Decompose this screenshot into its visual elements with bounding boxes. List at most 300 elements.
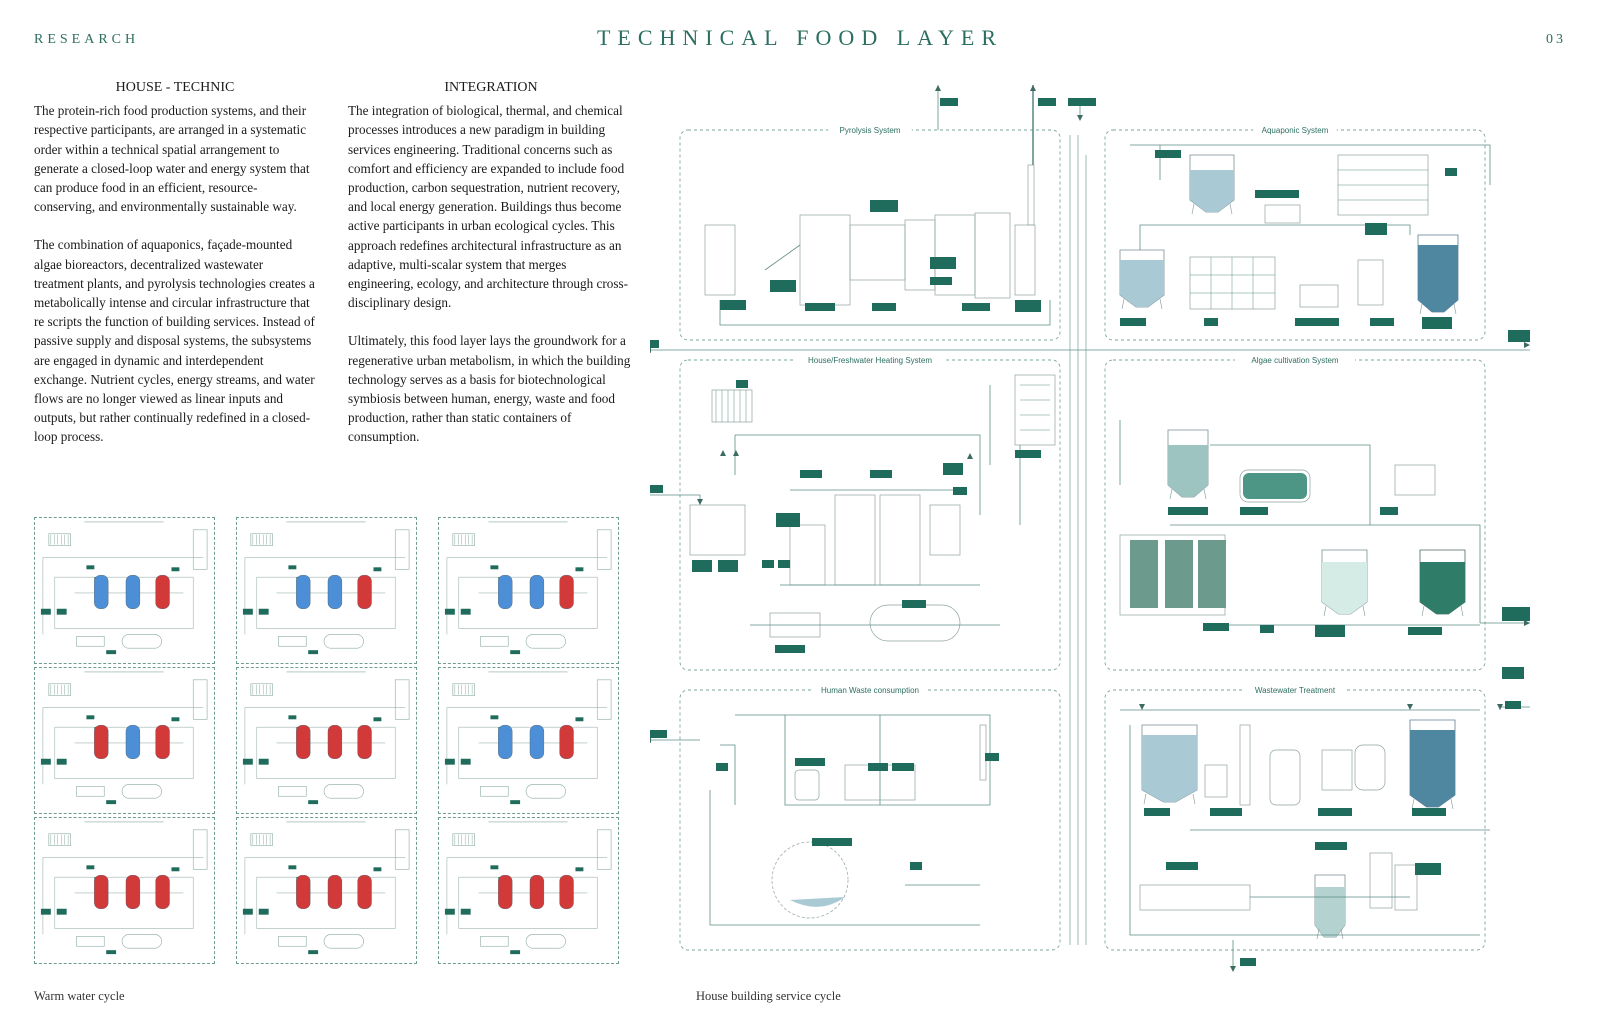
label-tag xyxy=(1203,623,1229,631)
label-tag xyxy=(308,800,318,804)
label-tag xyxy=(1015,300,1041,312)
label-tag xyxy=(650,730,667,738)
tank-fill xyxy=(1190,170,1234,212)
buffer-tank-outline xyxy=(526,634,566,648)
page-number: 03 xyxy=(1546,32,1566,47)
equipment-outline xyxy=(1322,750,1352,790)
thumbnail-schematic xyxy=(35,818,214,963)
equipment-outline xyxy=(795,770,819,800)
equipment-outline xyxy=(870,605,960,641)
pipe-line xyxy=(710,790,980,925)
warm-water-cycle-thumbnail xyxy=(236,667,417,814)
label-tag xyxy=(575,567,583,571)
thumbnail-schematic xyxy=(237,668,416,813)
heat-exchanger-outline xyxy=(279,936,307,946)
system-boundary xyxy=(680,690,1060,950)
process-tank xyxy=(1190,155,1234,214)
tank-leg xyxy=(1412,799,1414,809)
equipment-outline xyxy=(800,215,850,305)
label-tag xyxy=(171,567,179,571)
equipment-outline xyxy=(690,505,745,555)
house-technic-paragraph-2: The combination of aquaponics, façade-mounted algae bioreactors, decentralized wastewater treatment plants, and pyrolysis technologies creates a metabolically intense and circular infrastructure that re scripts the function of building services. Instead of passive supply and disposal systems, the subsystems are engaged in dynamic and interdependent exchange. Nutrient cycles, energy streams, and water flows are no longer viewed as linear inputs and outputs, but rather continually redefined in a closed-loop process. xyxy=(34,237,315,445)
flow-arrow xyxy=(733,450,739,456)
label-tag xyxy=(718,560,738,572)
coil-outline xyxy=(395,830,409,869)
equipment-outline xyxy=(1015,375,1055,445)
label-tag xyxy=(373,717,381,721)
warm-water-cycle-thumbnail xyxy=(438,667,619,814)
equipment-outline xyxy=(850,225,905,280)
label-tag xyxy=(805,303,835,311)
label-tag xyxy=(1015,450,1041,458)
photobioreactor-fill xyxy=(1243,473,1307,499)
label-tag xyxy=(461,609,471,615)
label-tag xyxy=(1168,507,1208,515)
storage-tank-red xyxy=(560,875,574,909)
label-tag xyxy=(962,303,990,311)
process-tank xyxy=(1142,725,1197,804)
integration-heading: INTEGRATION xyxy=(444,80,538,95)
label-tag xyxy=(510,950,520,954)
label-tag xyxy=(1144,808,1170,816)
tank-leg xyxy=(1230,204,1232,214)
label-tag xyxy=(259,909,269,915)
storage-tank-red xyxy=(296,875,310,909)
storage-tank-red xyxy=(126,875,140,909)
equipment-outline xyxy=(1015,225,1035,295)
heat-exchanger-outline xyxy=(279,636,307,646)
storage-tank-blue xyxy=(530,575,544,609)
tank-leg xyxy=(1317,929,1319,939)
thumbnail-schematic xyxy=(237,518,416,663)
label-tag xyxy=(1370,318,1394,326)
label-tag xyxy=(650,485,663,493)
label-tag xyxy=(1166,862,1198,870)
warm-water-cycle-thumbnail xyxy=(236,517,417,664)
page-title: TECHNICAL FOOD LAYER xyxy=(596,25,1004,50)
label-tag xyxy=(872,303,896,311)
label-tag xyxy=(1380,507,1398,515)
tank-fill xyxy=(1142,735,1197,802)
radiator-outline xyxy=(453,834,475,846)
thumbnail-schematic xyxy=(35,668,214,813)
label-tag xyxy=(575,867,583,871)
label-tag xyxy=(943,463,963,475)
heat-exchanger-outline xyxy=(77,636,105,646)
label-tag xyxy=(1412,808,1446,816)
radiator-outline xyxy=(49,834,71,846)
label-tag xyxy=(510,650,520,654)
label-tag xyxy=(985,753,999,761)
equipment-outline xyxy=(790,525,825,585)
house-technic-heading: HOUSE - TECHNIC xyxy=(115,80,235,95)
radiator-outline xyxy=(251,684,273,696)
equipment-outline xyxy=(1240,725,1250,805)
storage-tank-red xyxy=(296,725,310,759)
storage-tank-red xyxy=(328,725,342,759)
label-tag xyxy=(1068,98,1096,106)
coil-outline xyxy=(597,680,611,719)
house-technic-column xyxy=(34,78,316,466)
storage-tank-red xyxy=(156,725,170,759)
heat-exchanger-outline xyxy=(481,936,509,946)
label-tag xyxy=(1295,318,1339,326)
label-tag xyxy=(1315,625,1345,637)
tank-leg xyxy=(1341,929,1343,939)
label-tag xyxy=(1318,808,1352,816)
equipment-outline xyxy=(835,495,875,585)
radiator-outline xyxy=(251,534,273,546)
storage-tank-red xyxy=(94,875,108,909)
process-tank xyxy=(1418,235,1458,314)
label-tag xyxy=(1505,701,1521,709)
thumbnails-caption: Warm water cycle xyxy=(34,989,125,1003)
label-tag xyxy=(778,560,790,568)
label-tag xyxy=(1038,98,1056,106)
label-tag xyxy=(308,650,318,654)
system-title: Aquaponic System xyxy=(1261,126,1329,135)
label-tag xyxy=(308,950,318,954)
integration-column xyxy=(348,78,634,466)
radiator-outline xyxy=(49,684,71,696)
tank-fill xyxy=(1410,730,1455,807)
system-box xyxy=(680,685,1060,950)
equipment-outline xyxy=(1140,885,1250,910)
label-tag xyxy=(57,609,67,615)
pipe-line xyxy=(650,495,700,505)
system-title: Pyrolysis System xyxy=(839,126,901,135)
system-title: Human Waste consumption xyxy=(821,686,919,695)
storage-tank-red xyxy=(358,725,372,759)
integration-paragraph-2: Ultimately, this food layer lays the groundwork for a regenerative urban metabolism, in which the building technology serves as a basis for biotechnological symbiosis between human, energy, waste and food production, rather than static containers of consumption. xyxy=(348,333,631,445)
label-tag xyxy=(41,609,51,615)
flow-arrow xyxy=(967,453,973,459)
flow-arrow xyxy=(1030,85,1036,91)
system-box xyxy=(1105,355,1485,670)
label-tag xyxy=(461,909,471,915)
algae-panel xyxy=(1165,540,1193,608)
pipe-line xyxy=(765,245,800,270)
heat-exchanger-outline xyxy=(77,786,105,796)
label-tag xyxy=(1255,190,1299,198)
process-tank xyxy=(1315,875,1345,939)
equipment-outline xyxy=(1190,257,1275,309)
storage-tank-red xyxy=(156,575,170,609)
warm-water-cycle-thumbnail xyxy=(34,667,215,814)
label-tag xyxy=(902,600,926,608)
label-tag xyxy=(1240,958,1256,966)
label-tag xyxy=(445,759,455,765)
house-technic-paragraph-1: The protein-rich food production systems, and their respective participants, are arranged in a systematic order within a technical spatial arrangement to generate a closed-loop water and energy system that can produce food in an efficient, resource-conserving, and environmentally sustainable way. xyxy=(34,103,310,215)
label-tag xyxy=(1120,318,1146,326)
tank-leg xyxy=(1170,489,1172,499)
warm-water-cycle-thumbnail xyxy=(34,517,215,664)
buffer-tank-outline xyxy=(526,784,566,798)
equipment-outline xyxy=(1358,260,1383,305)
flow-arrow xyxy=(1139,704,1145,710)
radiator-outline xyxy=(251,834,273,846)
label-tag xyxy=(259,609,269,615)
label-tag xyxy=(490,715,498,719)
coil-outline xyxy=(193,530,207,569)
pipe-line xyxy=(720,715,990,805)
warm-water-cycle-thumbnail xyxy=(34,817,215,964)
algae-panel xyxy=(1130,540,1158,608)
radiator-outline xyxy=(49,534,71,546)
storage-tank-red xyxy=(358,875,372,909)
heat-exchanger-outline xyxy=(481,636,509,646)
tank-leg xyxy=(1363,606,1365,616)
thumbnail-schematic xyxy=(439,518,618,663)
label-tag xyxy=(776,513,800,527)
pipe-line xyxy=(1190,257,1275,309)
label-tag xyxy=(373,867,381,871)
tank-leg xyxy=(1461,606,1463,616)
process-tank xyxy=(1168,430,1208,499)
storage-tank-blue xyxy=(498,575,512,609)
label-tag xyxy=(1155,150,1181,158)
label-tag xyxy=(910,862,922,870)
label-tag xyxy=(1260,625,1274,633)
radiator-outline xyxy=(453,684,475,696)
storage-tank-red xyxy=(560,725,574,759)
water-detail xyxy=(790,897,845,907)
coil-outline xyxy=(193,830,207,869)
process-tank xyxy=(1120,250,1164,309)
flow-arrow xyxy=(1407,704,1413,710)
buffer-tank-outline xyxy=(122,784,162,798)
label-tag xyxy=(259,759,269,765)
storage-tank-blue xyxy=(530,725,544,759)
warm-water-cycle-thumbnail xyxy=(236,817,417,964)
thumbnail-schematic xyxy=(35,518,214,663)
storage-tank-red xyxy=(156,875,170,909)
label-tag xyxy=(1445,168,1457,176)
building-service-diagram xyxy=(650,85,1570,995)
storage-tank-red xyxy=(498,875,512,909)
label-tag xyxy=(868,763,888,771)
label-tag xyxy=(762,560,774,568)
label-tag xyxy=(575,717,583,721)
equipment-outline xyxy=(1028,165,1034,225)
label-tag xyxy=(1240,507,1268,515)
thumbnail-schematic xyxy=(237,818,416,963)
storage-tank-blue xyxy=(94,575,108,609)
system-boundary xyxy=(1105,360,1485,670)
flow-arrow xyxy=(697,499,703,505)
coil-outline xyxy=(193,680,207,719)
tank-fill xyxy=(1315,887,1345,937)
storage-tank-blue xyxy=(126,725,140,759)
label-tag xyxy=(692,560,712,572)
label-tag xyxy=(1502,667,1524,679)
equipment-outline xyxy=(880,495,920,585)
label-tag xyxy=(940,98,958,106)
tank-leg xyxy=(1144,794,1146,804)
label-tag xyxy=(1502,607,1530,621)
storage-tank-blue xyxy=(296,575,310,609)
label-tag xyxy=(1204,318,1218,326)
tank-leg xyxy=(1160,299,1162,309)
pipe-line xyxy=(1130,145,1490,185)
label-tag xyxy=(1365,223,1387,235)
tank-fill xyxy=(1168,445,1208,497)
radiator-outline xyxy=(453,534,475,546)
label-tag xyxy=(57,759,67,765)
buffer-tank-outline xyxy=(122,634,162,648)
storage-tank-red xyxy=(94,725,108,759)
label-tag xyxy=(930,257,956,269)
label-tag xyxy=(86,865,94,869)
storage-tank-red xyxy=(530,875,544,909)
storage-tank-blue xyxy=(126,575,140,609)
coil-outline xyxy=(597,530,611,569)
storage-tank-red xyxy=(328,875,342,909)
tank-leg xyxy=(1192,204,1194,214)
label-tag xyxy=(373,567,381,571)
pipe-line xyxy=(1020,385,1050,430)
buffer-tank-outline xyxy=(526,934,566,948)
storage-tank-red xyxy=(560,575,574,609)
equipment-outline xyxy=(930,505,960,555)
label-tag xyxy=(1315,842,1347,850)
tank-leg xyxy=(1204,489,1206,499)
warm-water-cycle-thumbnail xyxy=(438,517,619,664)
diagram-caption: House building service cycle xyxy=(696,989,841,1003)
system-title: Algae cultivation System xyxy=(1251,356,1339,365)
label-tag xyxy=(892,763,914,771)
thumbnail-schematic xyxy=(439,668,618,813)
label-tag xyxy=(445,909,455,915)
buffer-tank-outline xyxy=(324,784,364,798)
storage-tank-red xyxy=(358,575,372,609)
tank-leg xyxy=(1193,794,1195,804)
label-tag xyxy=(490,565,498,569)
label-tag xyxy=(243,759,253,765)
label-tag xyxy=(1415,863,1441,875)
label-tag xyxy=(930,277,952,285)
integration-paragraph-1: The integration of biological, thermal, and chemical processes introduces a new paradigm in building services engineering. Traditional concerns such as comfort and efficiency are expanded to include food production, carbon sequestration, nutrient recovery, and local energy generation. Buildings thus become active participants in urban ecological cycles. This approach redefines architectural infrastructure as an adaptive, multi-scalar system that merges engineering, ecology, and architecture through cross-disciplinary design. xyxy=(348,103,629,311)
heat-exchanger-outline xyxy=(77,936,105,946)
process-tank xyxy=(1410,720,1455,809)
tank-fill xyxy=(1322,562,1367,614)
detail-circle xyxy=(772,842,848,918)
label-tag xyxy=(1422,317,1452,329)
label-tag xyxy=(490,865,498,869)
label-tag xyxy=(106,800,116,804)
coil-outline xyxy=(395,680,409,719)
thumbnail-schematic xyxy=(439,818,618,963)
tank-leg xyxy=(1451,799,1453,809)
label-tag xyxy=(288,865,296,869)
storage-tank-blue xyxy=(498,725,512,759)
label-tag xyxy=(953,487,967,495)
buffer-tank-outline xyxy=(324,934,364,948)
label-tag xyxy=(770,280,796,292)
flow-arrow xyxy=(1077,115,1083,121)
label-tag xyxy=(800,470,822,478)
system-title: House/Freshwater Heating System xyxy=(807,356,933,365)
flow-arrow xyxy=(1230,966,1236,972)
flow-arrow xyxy=(720,450,726,456)
label-tag xyxy=(1408,627,1442,635)
tank-leg xyxy=(1324,606,1326,616)
storage-tank-blue xyxy=(328,575,342,609)
label-tag xyxy=(57,909,67,915)
tank-leg xyxy=(1420,304,1422,314)
pipe-line xyxy=(716,390,746,422)
equipment-outline xyxy=(705,225,735,295)
label-tag xyxy=(86,715,94,719)
label-tag xyxy=(288,715,296,719)
equipment-outline xyxy=(1395,465,1435,495)
label-tag xyxy=(106,650,116,654)
label-tag xyxy=(870,470,892,478)
equipment-outline xyxy=(1370,853,1392,908)
label-tag xyxy=(795,758,825,766)
equipment-outline xyxy=(975,213,1010,298)
process-tank xyxy=(1420,550,1465,616)
process-tank xyxy=(1322,550,1367,616)
building-service-diagram-svg xyxy=(650,85,1570,995)
buffer-tank-outline xyxy=(324,634,364,648)
equipment-outline xyxy=(1300,285,1338,307)
pipe-line xyxy=(1070,135,1086,945)
label-tag xyxy=(716,763,728,771)
label-tag xyxy=(1508,330,1530,342)
label-tag xyxy=(510,800,520,804)
algae-panel xyxy=(1198,540,1226,608)
coil-outline xyxy=(395,530,409,569)
heat-exchanger-outline xyxy=(481,786,509,796)
tank-fill xyxy=(1418,245,1458,312)
pipe-line xyxy=(1338,170,1428,200)
label-tag xyxy=(106,950,116,954)
tank-leg xyxy=(1454,304,1456,314)
label-tag xyxy=(445,609,455,615)
label-tag xyxy=(870,200,898,212)
label-tag xyxy=(243,909,253,915)
equipment-outline xyxy=(1265,205,1300,223)
label-tag xyxy=(720,300,746,310)
label-tag xyxy=(650,340,659,348)
label-tag xyxy=(243,609,253,615)
equipment-outline xyxy=(1395,865,1417,910)
label-tag xyxy=(461,759,471,765)
flow-arrow xyxy=(935,85,941,91)
label-tag xyxy=(171,867,179,871)
tank-fill xyxy=(1420,562,1465,614)
coil-outline xyxy=(597,830,611,869)
equipment-outline xyxy=(1270,750,1300,805)
label-tag xyxy=(41,759,51,765)
warm-water-cycle-thumbnail xyxy=(438,817,619,964)
equipment-outline xyxy=(980,725,986,780)
label-tag xyxy=(41,909,51,915)
buffer-tank-outline xyxy=(122,934,162,948)
tank-leg xyxy=(1422,606,1424,616)
label-tag xyxy=(86,565,94,569)
label-tag xyxy=(736,380,748,388)
label-tag xyxy=(1210,808,1242,816)
label-tag xyxy=(775,645,805,653)
equipment-outline xyxy=(1355,745,1385,790)
heat-exchanger-outline xyxy=(279,786,307,796)
pipe-line xyxy=(735,385,1020,625)
section-label: RESEARCH xyxy=(34,32,140,47)
system-title: Wastewater Treatment xyxy=(1254,686,1336,695)
label-tag xyxy=(171,717,179,721)
